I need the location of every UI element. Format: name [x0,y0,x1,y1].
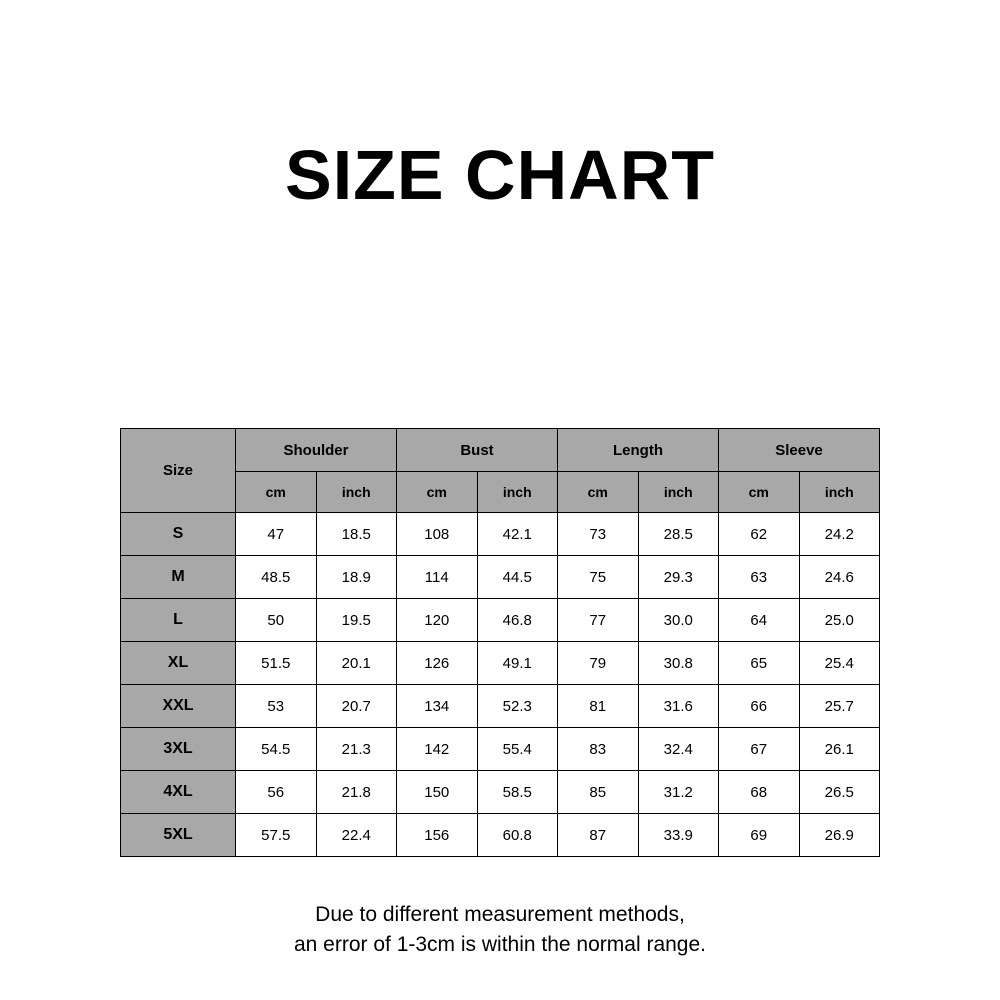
size-table-container [120,428,880,857]
cell-bust-inch: 46.8 [477,599,558,642]
cell-shoulder-inch: 21.3 [316,728,397,771]
cell-bust-inch: 42.1 [477,513,558,556]
cell-length-inch: 30.0 [638,599,719,642]
cell-sleeve-cm: 64 [719,599,800,642]
cell-sleeve-inch: 26.1 [799,728,880,771]
cell-length-inch: 31.6 [638,685,719,728]
cell-length-cm: 83 [558,728,639,771]
column-header-length: Length [558,429,719,472]
cell-length-cm: 81 [558,685,639,728]
cell-length-inch: 31.2 [638,771,719,814]
cell-shoulder-cm: 54.5 [236,728,317,771]
cell-sleeve-inch: 24.2 [799,513,880,556]
cell-sleeve-cm: 66 [719,685,800,728]
row-label-size: 4XL [121,771,236,814]
page-title: SIZE CHART [285,136,715,214]
cell-sleeve-inch: 25.0 [799,599,880,642]
column-header-sleeve: Sleeve [719,429,880,472]
size-chart-table [120,428,880,857]
cell-shoulder-cm: 48.5 [236,556,317,599]
cell-sleeve-inch: 24.6 [799,556,880,599]
cell-sleeve-cm: 69 [719,814,800,857]
cell-length-cm: 73 [558,513,639,556]
cell-sleeve-inch: 26.5 [799,771,880,814]
table-row [121,814,880,857]
unit-header-shoulder-inch: inch [316,472,397,513]
cell-length-inch: 28.5 [638,513,719,556]
row-label-size: S [121,513,236,556]
unit-header-sleeve-cm: cm [719,472,800,513]
cell-bust-cm: 126 [397,642,478,685]
column-header-bust: Bust [397,429,558,472]
cell-shoulder-inch: 22.4 [316,814,397,857]
cell-length-inch: 33.9 [638,814,719,857]
unit-header-length-cm: cm [558,472,639,513]
column-header-shoulder: Shoulder [236,429,397,472]
cell-bust-cm: 114 [397,556,478,599]
table-header-row-measurements [121,429,880,472]
measurement-note-line-2: an error of 1-3cm is within the normal range. [293,933,706,957]
table-row [121,685,880,728]
table-row [121,556,880,599]
table-row [121,599,880,642]
cell-shoulder-cm: 56 [236,771,317,814]
table-header [121,429,880,513]
cell-sleeve-cm: 67 [719,728,800,771]
cell-length-cm: 79 [558,642,639,685]
cell-shoulder-inch: 18.9 [316,556,397,599]
cell-bust-cm: 120 [397,599,478,642]
cell-shoulder-cm: 53 [236,685,317,728]
cell-length-cm: 87 [558,814,639,857]
row-label-size: M [121,556,236,599]
cell-length-cm: 77 [558,599,639,642]
cell-shoulder-cm: 51.5 [236,642,317,685]
cell-shoulder-cm: 50 [236,599,317,642]
cell-length-inch: 29.3 [638,556,719,599]
unit-header-sleeve-inch: inch [799,472,880,513]
cell-sleeve-cm: 65 [719,642,800,685]
cell-shoulder-inch: 20.1 [316,642,397,685]
cell-bust-inch: 49.1 [477,642,558,685]
cell-bust-cm: 142 [397,728,478,771]
row-label-size: 5XL [121,814,236,857]
cell-sleeve-cm: 68 [719,771,800,814]
cell-length-inch: 30.8 [638,642,719,685]
cell-length-inch: 32.4 [638,728,719,771]
unit-header-bust-inch: inch [477,472,558,513]
table-body [121,513,880,857]
table-row [121,771,880,814]
cell-bust-inch: 58.5 [477,771,558,814]
cell-sleeve-cm: 63 [719,556,800,599]
cell-length-cm: 75 [558,556,639,599]
row-label-size: 3XL [121,728,236,771]
measurement-note-line-1: Due to different measurement methods, [315,903,685,926]
cell-sleeve-cm: 62 [719,513,800,556]
column-header-size: Size [121,429,236,513]
cell-bust-inch: 44.5 [477,556,558,599]
cell-shoulder-inch: 18.5 [316,513,397,556]
cell-bust-inch: 60.8 [477,814,558,857]
row-label-size: XL [121,642,236,685]
cell-bust-cm: 156 [397,814,478,857]
cell-shoulder-inch: 20.7 [316,685,397,728]
measurement-note [0,900,1000,961]
unit-header-shoulder-cm: cm [236,472,317,513]
cell-sleeve-inch: 25.4 [799,642,880,685]
table-row [121,728,880,771]
table-row [121,513,880,556]
cell-sleeve-inch: 25.7 [799,685,880,728]
table-row [121,642,880,685]
row-label-size: XXL [121,685,236,728]
cell-shoulder-cm: 57.5 [236,814,317,857]
cell-shoulder-cm: 47 [236,513,317,556]
cell-bust-cm: 150 [397,771,478,814]
cell-bust-cm: 108 [397,513,478,556]
row-label-size: L [121,599,236,642]
cell-length-cm: 85 [558,771,639,814]
unit-header-length-inch: inch [638,472,719,513]
cell-bust-inch: 55.4 [477,728,558,771]
cell-sleeve-inch: 26.9 [799,814,880,857]
cell-shoulder-inch: 19.5 [316,599,397,642]
cell-bust-inch: 52.3 [477,685,558,728]
unit-header-bust-cm: cm [397,472,478,513]
cell-bust-cm: 134 [397,685,478,728]
cell-shoulder-inch: 21.8 [316,771,397,814]
